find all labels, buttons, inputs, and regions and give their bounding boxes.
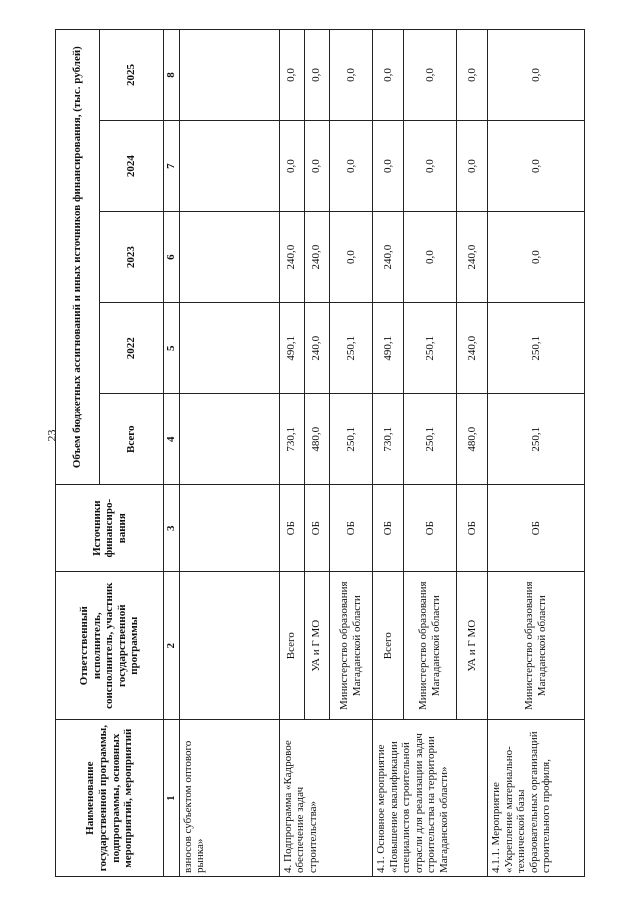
cell-2023: 0,0 [329,211,372,302]
col-number: 4 [164,393,180,484]
cell-source: ОБ [329,484,372,571]
cell-total: 250,1 [403,393,456,484]
cell-2025: 0,0 [279,29,304,120]
cell-2023: 240,0 [304,211,329,302]
header-2025: 2025 [100,29,164,120]
cell-2025: 0,0 [403,29,456,120]
cell-2024: 0,0 [329,120,372,211]
cell-executor: Всего [279,571,304,719]
cell-2024: 0,0 [456,120,487,211]
row-title-item41: 4.1. Основное мероприятие «Повышение квалификации специалистов строительной отрасли для реализации задач строительства на территории Магаданской области» [372,719,487,876]
cell-2025: 0,0 [456,29,487,120]
cell-2024: 0,0 [279,120,304,211]
cell-2024: 0,0 [487,120,584,211]
cell-2023: 240,0 [279,211,304,302]
cell-2025: 0,0 [487,29,584,120]
funding-table [55,29,585,877]
cell-2025: 0,0 [304,29,329,120]
cell-2022: 240,0 [456,302,487,393]
page-number: 23 [44,429,59,442]
col-number: 8 [164,29,180,120]
cell-executor: УА и Г МО [456,571,487,719]
cell-executor: Министерство образования Магаданской области [403,571,456,719]
cell-total: 480,0 [304,393,329,484]
cell-2023: 0,0 [487,211,584,302]
col-number: 2 [164,571,180,719]
cell-total: 730,1 [279,393,304,484]
cell-2022: 250,1 [487,302,584,393]
cell-source: ОБ [372,484,403,571]
cell-total: 480,0 [456,393,487,484]
col-number: 3 [164,484,180,571]
header-total: Всего [100,393,164,484]
header-source: Источники финансиро-вания [56,484,164,571]
table-row-continuation [179,29,279,876]
col-number: 1 [164,719,180,876]
cell-2023: 240,0 [372,211,403,302]
cell-source: ОБ [403,484,456,571]
cell-2024: 0,0 [372,120,403,211]
col-number: 5 [164,302,180,393]
row-title-item411: 4.1.1. Мероприятие «Укрепление материально-технической базы образовательных организаций строительного профиля, [487,719,584,876]
row-title-sub4: 4. Подпрограмма «Кадровое обеспечение задач строительства» [279,719,372,876]
cell-source: ОБ [279,484,304,571]
table-row [279,29,304,876]
cell-executor: Министерство образования Магаданской области [487,571,584,719]
rotated-table-wrapper [55,29,585,877]
cell-2022: 250,1 [403,302,456,393]
cell-source: ОБ [456,484,487,571]
header-name: Наименование государственной программы, подпрограммы, основных мероприятий, мероприятий [56,719,164,876]
cell-2022: 490,1 [372,302,403,393]
header-executor: Ответственный исполнитель, соисполнитель, участник государственной программы [56,571,164,719]
cell-2023: 0,0 [403,211,456,302]
header-2023: 2023 [100,211,164,302]
cell-total: 250,1 [487,393,584,484]
table-row [372,29,403,876]
cell-2022: 250,1 [329,302,372,393]
cell-source: ОБ [304,484,329,571]
col-number: 6 [164,211,180,302]
col-number: 7 [164,120,180,211]
cell-executor: Всего [372,571,403,719]
continuation-text: взносов субъектом оптового рынка» [179,719,279,876]
cell-total: 250,1 [329,393,372,484]
table-row [487,29,584,876]
cell-source: ОБ [487,484,584,571]
cell-2025: 0,0 [372,29,403,120]
cell-2025: 0,0 [329,29,372,120]
cell-total: 730,1 [372,393,403,484]
header-2022: 2022 [100,302,164,393]
cell-2023: 240,0 [456,211,487,302]
cell-executor: УА и Г МО [304,571,329,719]
cell-2022: 240,0 [304,302,329,393]
cell-2024: 0,0 [304,120,329,211]
header-2024: 2024 [100,120,164,211]
cell-2022: 490,1 [279,302,304,393]
header-funding-group: Объем бюджетных ассигнований и иных источников финансирования, (тыс. рублей) [56,29,100,484]
cell-2024: 0,0 [403,120,456,211]
cell-executor: Министерство образования Магаданской области [329,571,372,719]
